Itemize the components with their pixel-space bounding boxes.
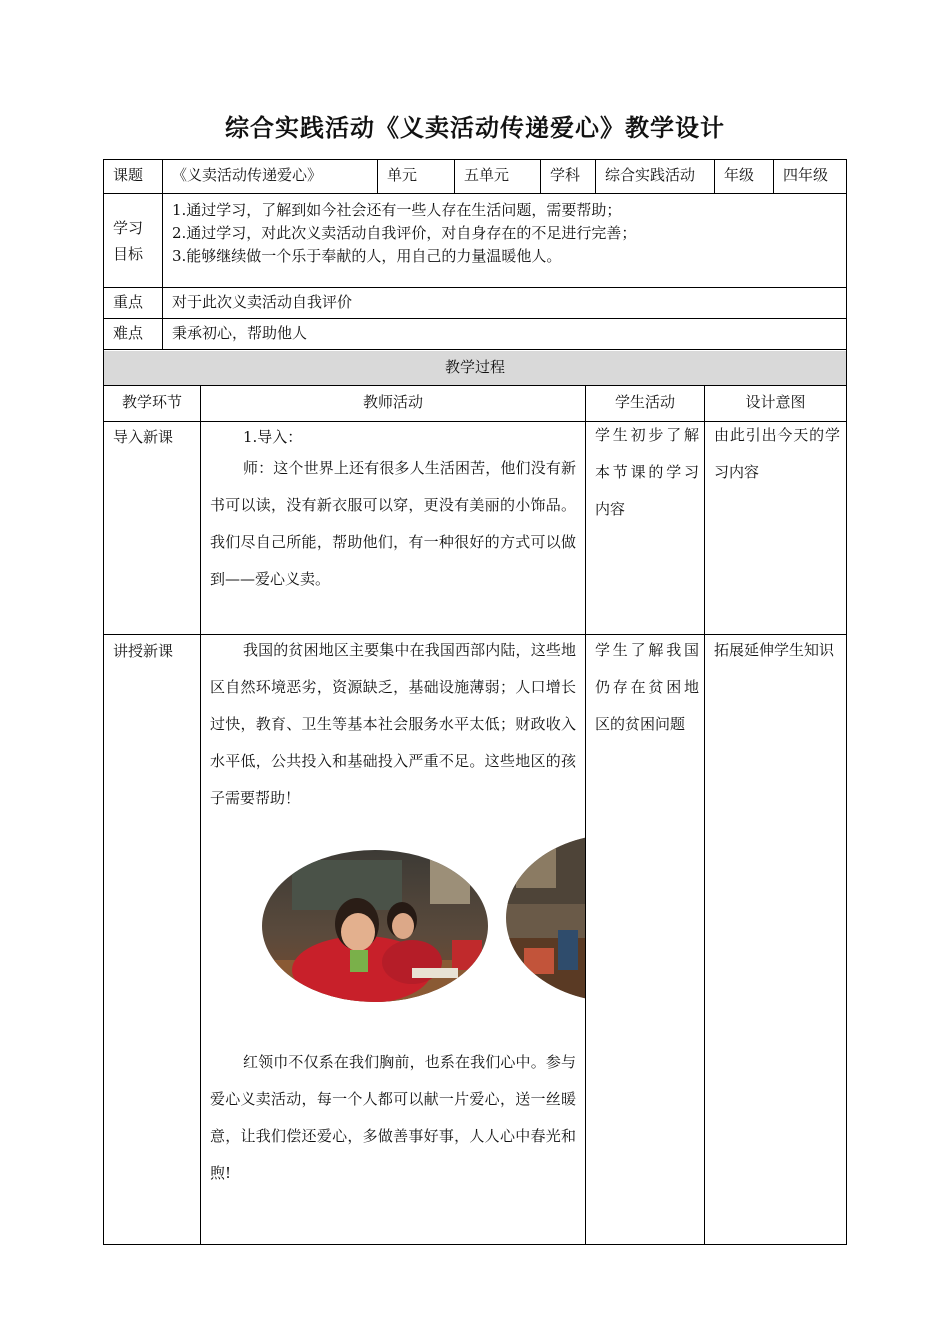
difficulty-value: 秉承初心，帮助他人 — [172, 324, 308, 342]
column-header: 设计意图 — [745, 393, 806, 411]
key-point-label: 重点 — [113, 293, 144, 311]
goal-item: 2.通过学习，对此次义卖活动自我评价，对自身存在的不足进行完善； — [172, 224, 637, 242]
teacher-activity-head: 1.导入： — [243, 428, 303, 446]
page-title: 综合实践活动《义卖活动传递爱心》教学设计 — [225, 114, 725, 142]
difficulty-label: 难点 — [113, 324, 144, 342]
column-header: 学生活动 — [614, 393, 675, 411]
goal-item: 1.通过学习，了解到如今社会还有一些人存在生活问题，需要帮助； — [172, 201, 622, 219]
stage-label: 讲授新课 — [113, 642, 174, 660]
stage-label: 导入新课 — [113, 428, 174, 446]
subject-label: 学科 — [550, 166, 581, 184]
design-intent: 拓展延伸学生知识 — [714, 641, 835, 659]
unit-value: 五单元 — [464, 166, 510, 184]
goals-label-1: 学习 — [113, 219, 144, 237]
goal-item: 3.能够继续做一个乐于奉献的人，用自己的力量温暖他人。 — [172, 247, 562, 265]
grade-value: 四年级 — [783, 166, 829, 184]
unit-label: 单元 — [387, 166, 418, 184]
column-header: 教学环节 — [121, 393, 182, 411]
topic-label: 课题 — [113, 166, 144, 184]
column-header: 教师活动 — [362, 393, 423, 411]
grade-label: 年级 — [724, 166, 755, 184]
teacher-activity: 师：这个世界上还有很多人生活困苦，他们没有新书可以读，没有新衣服可以穿，更没有美丽的小饰品。我们尽自己所能，帮助他们，有一种很好的方式可以做到——爱心义卖。 — [210, 459, 576, 588]
student-activity: 学生初步了解本节课的学习内容 — [595, 426, 699, 518]
topic-value: 《义卖活动传递爱心》 — [172, 166, 323, 184]
design-intent: 由此引出今天的学习内容 — [714, 426, 840, 481]
subject-value: 综合实践活动 — [605, 166, 696, 184]
classroom-interior-photo — [506, 818, 585, 1028]
student-activity: 学生了解我国仍存在贫困地区的贫困问题 — [595, 641, 699, 733]
goals-label-2: 目标 — [113, 245, 144, 263]
process-heading: 教学过程 — [444, 358, 505, 376]
classroom-children-photo — [262, 850, 488, 1002]
key-point-value: 对于此次义卖活动自我评价 — [172, 293, 353, 311]
teacher-activity: 我国的贫困地区主要集中在我国西部内陆，这些地区自然环境恶劣，资源缺乏，基础设施薄弱；人口增长过快，教育、卫生等基本社会服务水平太低；财政收入水平低，公共投入和基础投入严重不足。这些地区的孩子需要帮助！ — [210, 641, 576, 807]
teacher-activity-closing: 红领巾不仅系在我们胸前，也系在我们心中。参与爱心义卖活动，每一个人都可以献一片爱心，送一丝暖意，让我们偿还爱心，多做善事好事，人人心中春光和煦! — [210, 1053, 576, 1182]
